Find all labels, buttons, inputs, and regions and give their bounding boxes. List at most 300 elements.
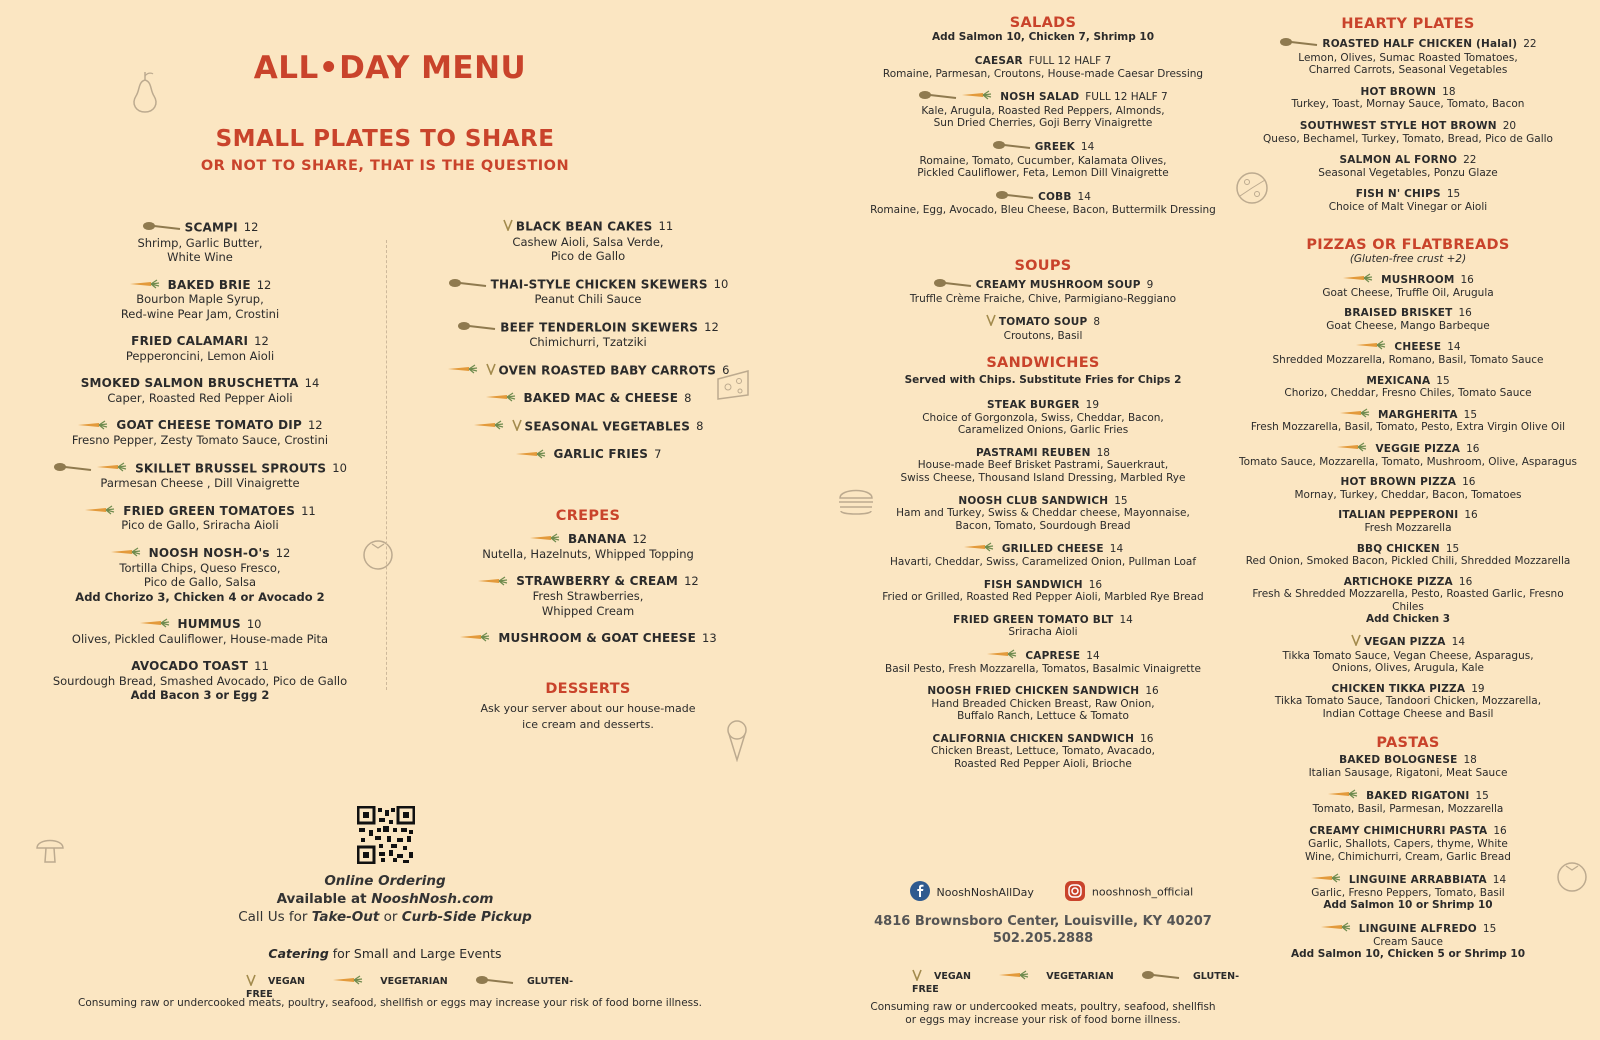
- menu-item: [860, 277, 1226, 305]
- menu-item-name: STEAK BURGER: [986, 399, 1080, 411]
- website-link[interactable]: NooshNosh.com: [371, 891, 494, 907]
- menu-item-description: Sourdough Bread, Smashed Avocado, Pico de Gallo: [52, 673, 348, 688]
- menu-item-header: [860, 55, 1226, 68]
- menu-item-price: 16: [1462, 476, 1476, 489]
- facebook-icon[interactable]: [910, 881, 930, 904]
- menu-item: [860, 89, 1226, 130]
- menu-item: [428, 532, 748, 561]
- menu-item: [20, 504, 380, 533]
- menu-item-description: Fresno Pepper, Zesty Tomato Sauce, Crostini: [71, 433, 329, 447]
- menu-item-price: 10: [246, 617, 262, 631]
- menu-item-description: Bacon, Tomato, Sourdough Bread: [955, 519, 1131, 532]
- menu-item-header: [1238, 754, 1578, 767]
- menu-item-description: Bourbon Maple Syrup,: [136, 292, 264, 307]
- menu-item-description: Havarti, Cheddar, Swiss, Caramelized Onion, Pullman Loaf: [889, 555, 1197, 568]
- menu-item-price: 15: [1475, 789, 1489, 802]
- menu-item: [1238, 340, 1578, 366]
- menu-item-name: CALIFORNIA CHICKEN SANDWICH: [932, 732, 1135, 745]
- menu-item-header: [1238, 576, 1578, 589]
- menu-item: [860, 649, 1226, 675]
- menu-item-description: Fried or Grilled, Roasted Red Pepper Aioli, Marbled Rye Bread: [882, 591, 1204, 604]
- menu-item-description: Fresh & Shredded Mozzarella, Pesto, Roasted Garlic, Fresno Chiles: [1252, 588, 1564, 613]
- disclaimer-right: [860, 1001, 1226, 1027]
- menu-item-price: 13: [702, 631, 717, 645]
- menu-item-addon: Add Salmon 10, Chicken 5 or Shrimp 10: [1290, 948, 1526, 961]
- menu-item: [20, 220, 380, 265]
- menu-item-price: 16: [1145, 685, 1159, 698]
- menu-item-description: Roasted Red Pepper Aioli, Brioche: [954, 758, 1132, 771]
- menu-item-name: HUMMUS: [177, 617, 241, 631]
- mushroom-doodle-icon: [34, 832, 66, 866]
- menu-item-header: [428, 574, 748, 589]
- menu-item-header: [860, 89, 1226, 105]
- gluten-free-spoon-icon: [995, 189, 1035, 205]
- menu-item-price: 15: [1114, 494, 1128, 507]
- gluten-free-spoon-icon: [1279, 36, 1319, 52]
- menu-item-description: Hand Breaded Chicken Breast, Raw Onion,: [931, 697, 1155, 710]
- menu-item-header: [860, 447, 1226, 460]
- menu-item: [20, 617, 380, 646]
- legend-gluten-free: GLUTEN-FREE: [246, 976, 574, 1000]
- legend-vegan: VEGAN: [268, 976, 305, 987]
- vegan-v-icon: [1351, 634, 1361, 650]
- menu-item: [20, 546, 380, 604]
- menu-item-name: CHEESE: [1394, 341, 1442, 354]
- menu-item-name: BLACK BEAN CAKES: [515, 219, 653, 234]
- online-ordering-label: Online Ordering: [324, 873, 446, 889]
- menu-item-header: [860, 314, 1226, 330]
- menu-item-header: [20, 418, 380, 433]
- menu-item-price: 20: [1502, 119, 1517, 132]
- menu-item-header: [1238, 340, 1578, 354]
- menu-item: [428, 419, 748, 435]
- vegetarian-carrot-icon: [1336, 442, 1372, 456]
- menu-item: [1238, 86, 1578, 111]
- ordering-info: [190, 872, 580, 926]
- menu-item-header: [1238, 154, 1578, 167]
- vegan-v-icon: [512, 419, 522, 435]
- gluten-free-spoon-icon: [448, 277, 488, 293]
- menu-item-name: FRIED GREEN TOMATO BLT: [953, 613, 1114, 626]
- hearty-list: [1238, 36, 1578, 223]
- menu-item-description: Garlic, Fresno Peppers, Tomato, Basil: [1311, 886, 1505, 899]
- menu-item-addon: Add Salmon 10 or Shrimp 10: [1323, 899, 1493, 912]
- menu-item-header: [1238, 307, 1578, 320]
- menu-item-description: Croutons, Basil: [1003, 329, 1083, 342]
- instagram-icon[interactable]: [1065, 881, 1085, 904]
- menu-item-header: [20, 334, 380, 349]
- menu-item-description: Cashew Aioli, Salsa Verde,: [512, 234, 664, 249]
- menu-item-price: 11: [658, 219, 674, 234]
- legend-vegan-right: VEGAN: [934, 971, 971, 982]
- menu-item-header: [1238, 442, 1578, 456]
- menu-item-description: Onions, Olives, Arugula, Kale: [1332, 662, 1484, 675]
- curbside-label: Curb-Side Pickup: [401, 909, 532, 925]
- menu-item-price: 15: [1482, 922, 1497, 935]
- menu-item-name: CAESAR: [974, 55, 1023, 67]
- gluten-free-spoon-icon: [933, 277, 973, 293]
- menu-item-name: ROASTED HALF CHICKEN (Halal): [1322, 37, 1518, 50]
- vegetarian-carrot-icon: [1339, 408, 1375, 422]
- menu-item: [1238, 543, 1578, 568]
- menu-item-header: [1238, 922, 1578, 936]
- menu-item: [1238, 408, 1578, 434]
- sandwiches-sub: Served with Chips. Substitute Fries for Chips 2: [904, 374, 1182, 386]
- menu-item-name: VEGAN PIZZA: [1363, 635, 1446, 648]
- vegetarian-carrot-icon: [139, 617, 175, 632]
- menu-item: [1238, 273, 1578, 299]
- menu-item-price: 14: [1086, 649, 1100, 662]
- menu-item-name: MARGHERITA: [1377, 408, 1458, 421]
- menu-item-name: NOOSH FRIED CHICKEN SANDWICH: [927, 685, 1140, 698]
- menu-item-name: SKILLET BRUSSEL SPROUTS: [135, 460, 327, 475]
- menu-item-name: BAKED BRIE: [167, 277, 251, 292]
- menu-item-description: Sun Dried Cherries, Goji Berry Vinaigrette: [933, 117, 1153, 130]
- menu-item-description: Romaine, Egg, Avocado, Bleu Cheese, Bacon, Buttermilk Dressing: [870, 204, 1216, 217]
- gluten-free-spoon-icon: [1141, 969, 1181, 984]
- vegan-v-icon: [246, 974, 256, 989]
- small-plates-subtitle: OR NOT TO SHARE, THAT IS THE QUESTION: [200, 158, 570, 174]
- menu-item-header: [1238, 408, 1578, 422]
- menu-item-description: Red-wine Pear Jam, Crostini: [120, 306, 280, 321]
- menu-item-header: [428, 391, 748, 406]
- catering-line: [190, 946, 580, 961]
- menu-item-name: SMOKED SALMON BRUSCHETTA: [80, 376, 299, 391]
- menu-item-price: 14: [1447, 341, 1461, 354]
- menu-item-description: Whipped Cream: [541, 603, 635, 618]
- menu-item: [1238, 789, 1578, 815]
- menu-item-price: 14: [1119, 613, 1133, 626]
- sandwiches-list: [860, 399, 1226, 781]
- menu-item: [20, 334, 380, 363]
- vegetarian-carrot-icon: [529, 532, 565, 547]
- menu-item-name: BAKED BOLOGNESE: [1339, 754, 1458, 766]
- vegetarian-carrot-icon: [477, 575, 513, 590]
- menu-item: [860, 399, 1226, 437]
- social-links: [910, 881, 1210, 904]
- menu-item-header: [20, 617, 380, 632]
- menu-item-description: Fresh Mozzarella: [1364, 521, 1452, 534]
- menu-item-name: BAKED RIGATONI: [1366, 789, 1470, 802]
- menu-item-description: Caramelized Onions, Garlic Fries: [957, 424, 1129, 437]
- menu-item-price: 14: [1492, 873, 1507, 886]
- page-title: ALL•DAY MENU: [253, 50, 527, 86]
- vegetarian-carrot-icon: [332, 975, 368, 988]
- menu-item-price: 22: [1463, 154, 1477, 167]
- menu-item-price: 14: [1109, 543, 1124, 556]
- menu-item-price: 12: [243, 220, 259, 235]
- call-line: [190, 908, 580, 926]
- menu-item-name: CREAMY CHIMICHURRI PASTA: [1309, 825, 1488, 838]
- menu-item-description: Tikka Tomato Sauce, Tandoori Chicken, Mozzarella,: [1274, 695, 1542, 708]
- menu-item-name: OVEN ROASTED BABY CARROTS: [498, 362, 717, 377]
- pastas-title: PASTAS: [1376, 735, 1440, 751]
- gluten-free-spoon-icon: [142, 220, 182, 236]
- gluten-free-spoon-icon: [992, 139, 1032, 155]
- menu-item-header: [1238, 36, 1578, 52]
- legend-vegetarian-right: VEGETARIAN: [1046, 971, 1114, 982]
- menu-item-price: 8: [684, 391, 692, 405]
- menu-item: [1238, 825, 1578, 863]
- menu-item-price: 14: [1451, 635, 1466, 648]
- menu-item-price: 18: [1463, 754, 1477, 766]
- menu-item-description: Chorizo, Cheddar, Fresno Chiles, Tomato Sauce: [1284, 387, 1532, 400]
- menu-item-addon: Add Chicken 3: [1365, 613, 1451, 626]
- menu-item: [1238, 375, 1578, 400]
- instagram-handle[interactable]: nooshnosh_official: [1091, 885, 1194, 899]
- available-prefix: Available at: [276, 891, 372, 907]
- menu-item-header: [860, 579, 1226, 592]
- menu-item-header: [1238, 86, 1578, 99]
- facebook-handle[interactable]: NooshNoshAllDay: [936, 885, 1034, 899]
- menu-item-name: BAKED MAC & CHEESE: [523, 391, 679, 405]
- menu-item-price: 12: [704, 319, 719, 334]
- menu-item-description: White Wine: [167, 250, 233, 264]
- menu-item-name: HOT BROWN: [1360, 85, 1437, 98]
- menu-item-description: Red Onion, Smoked Bacon, Pickled Chili, Shredded Mozzarella: [1245, 555, 1571, 568]
- salads-list: [860, 55, 1226, 226]
- menu-item-description: Olives, Pickled Cauliflower, House-made Pita: [71, 631, 329, 646]
- menu-item-header: [20, 461, 380, 477]
- menu-item-name: FRIED CALAMARI: [131, 334, 249, 349]
- menu-item-description: Italian Sausage, Rigatoni, Meat Sauce: [1308, 766, 1508, 779]
- menu-item-price: 16: [1458, 575, 1473, 588]
- menu-item: [20, 278, 380, 322]
- desserts-description: [428, 701, 748, 733]
- menu-item-description: Lemon, Olives, Sumac Roasted Tomatoes,: [1298, 51, 1518, 64]
- menu-item-name: LINGUINE ARRABBIATA: [1348, 873, 1487, 886]
- menu-item-description: Pickled Cauliflower, Feta, Lemon Dill Vinaigrette: [917, 167, 1169, 180]
- menu-item-description: Goat Cheese, Truffle Oil, Arugula: [1322, 286, 1494, 299]
- menu-item-description: Chimichurri, Tzatziki: [529, 335, 647, 349]
- desserts-desc-line: Ask your server about our house-made: [480, 702, 696, 715]
- menu-item-name: BRAISED BRISKET: [1344, 307, 1453, 320]
- menu-item-description: Tortilla Chips, Queso Fresco,: [119, 560, 281, 575]
- menu-item-price: FULL 12 HALF 7: [1028, 55, 1112, 67]
- menu-item-price: 8: [696, 419, 704, 433]
- menu-item-description: Peanut Chili Sauce: [534, 292, 642, 306]
- menu-item-header: [1238, 683, 1578, 696]
- menu-item-header: [20, 659, 380, 674]
- menu-item: [1238, 634, 1578, 675]
- menu-item-price: 10: [713, 276, 729, 291]
- menu-item-header: [860, 685, 1226, 698]
- menu-item-header: [428, 447, 748, 462]
- menu-item-price: 12: [684, 574, 699, 589]
- menu-item-price: 14: [1077, 190, 1091, 203]
- menu-item-description: Basil Pesto, Fresh Mozzarella, Tomatos, Basalmic Vinaigrette: [885, 662, 1201, 675]
- menu-item-description: Charred Carrots, Seasonal Vegetables: [1308, 64, 1508, 77]
- menu-item-price: 19: [1471, 682, 1485, 695]
- small-plates-right-list: [428, 219, 748, 475]
- menu-item-name: SALMON AL FORNO: [1339, 154, 1458, 167]
- salads-sub: Add Salmon 10, Chicken 7, Shrimp 10: [931, 31, 1155, 43]
- menu-item-price: 15: [1436, 374, 1450, 387]
- vegetarian-carrot-icon: [459, 631, 495, 646]
- legend-vegetarian: VEGETARIAN: [380, 976, 448, 987]
- menu-item-header: [1238, 375, 1578, 388]
- menu-item-name: STRAWBERRY & CREAM: [516, 574, 679, 589]
- menu-item-header: [20, 278, 380, 293]
- menu-item-description: Truffle Crème Fraiche, Chive, Parmigiano-Reggiano: [909, 292, 1177, 305]
- menu-item: [1238, 188, 1578, 213]
- menu-item-header: [428, 419, 748, 435]
- menu-item: [1238, 754, 1578, 779]
- menu-item-header: [428, 532, 748, 547]
- menu-item-name: BANANA: [568, 532, 627, 546]
- menu-item-description: Parmesan Cheese , Dill Vinaigrette: [100, 476, 300, 490]
- vegetarian-carrot-icon: [1320, 922, 1356, 936]
- menu-item-header: [1238, 120, 1578, 133]
- takeout-label: Take-Out: [311, 909, 380, 925]
- menu-item-name: TOMATO SOUP: [998, 315, 1088, 328]
- menu-item-price: 16: [1140, 732, 1154, 745]
- menu-item-name: LINGUINE ALFREDO: [1358, 922, 1477, 935]
- vegan-v-icon: [912, 969, 922, 984]
- crepes-title: CREPES: [555, 508, 621, 524]
- desserts-title: DESSERTS: [545, 681, 631, 697]
- menu-item-name: FISH N' CHIPS: [1355, 188, 1441, 201]
- menu-item-name: MUSHROOM: [1381, 273, 1455, 286]
- menu-item: [860, 614, 1226, 639]
- pizzas-list: [1238, 273, 1578, 729]
- menu-item-price: 15: [1445, 542, 1460, 555]
- menu-item: [1238, 576, 1578, 626]
- menu-item-price: 15: [1463, 408, 1478, 421]
- qr-code[interactable]: [357, 806, 415, 864]
- menu-item: [860, 55, 1226, 80]
- soups-title: SOUPS: [1014, 258, 1072, 274]
- menu-item-price: 12: [254, 334, 269, 349]
- available-line: [190, 890, 580, 908]
- pear-doodle-icon: [128, 68, 162, 114]
- menu-item-description: Tikka Tomato Sauce, Vegan Cheese, Asparagus,: [1282, 649, 1534, 662]
- menu-item-description: Shredded Mozzarella, Romano, Basil, Tomato Sauce: [1272, 353, 1544, 366]
- menu-item: [860, 495, 1226, 533]
- menu-item-header: [428, 631, 748, 646]
- menu-item: [1238, 307, 1578, 332]
- menu-item-description: Kale, Arugula, Roasted Red Peppers, Almonds,: [921, 104, 1165, 117]
- menu-item-description: Indian Cottage Cheese and Basil: [1322, 708, 1494, 721]
- menu-item-description: Sriracha Aioli: [1008, 626, 1078, 639]
- menu-item: [428, 574, 748, 618]
- menu-item-price: 10: [332, 460, 347, 475]
- menu-item-name: GOAT CHEESE TOMATO DIP: [116, 418, 302, 433]
- menu-item-price: 16: [1458, 307, 1472, 320]
- menu-item-header: [20, 376, 380, 391]
- menu-item-header: [860, 189, 1226, 205]
- menu-item: [428, 277, 748, 307]
- gluten-free-spoon-icon: [475, 974, 515, 989]
- menu-item-price: 16: [1466, 442, 1480, 455]
- menu-item-header: [428, 363, 748, 379]
- menu-item: [1238, 154, 1578, 179]
- menu-item-description: Pico de Gallo, Sriracha Aioli: [121, 518, 279, 533]
- menu-item-description: Fresh Strawberries,: [532, 589, 644, 603]
- menu-item-header: [860, 399, 1226, 412]
- menu-item-price: 14: [1080, 140, 1095, 153]
- menu-item-description: Seasonal Vegetables, Ponzu Glaze: [1318, 166, 1498, 179]
- menu-item-description: Mornay, Turkey, Cheddar, Bacon, Tomatoes: [1294, 488, 1522, 501]
- vegetarian-carrot-icon: [485, 391, 521, 406]
- menu-item-description: Shrimp, Garlic Butter,: [137, 235, 263, 250]
- vegetarian-carrot-icon: [1310, 873, 1346, 887]
- vegetarian-carrot-icon: [963, 542, 999, 556]
- menu-item-addon: Add Bacon 3 or Egg 2: [130, 688, 270, 703]
- vegetarian-carrot-icon: [77, 419, 113, 434]
- menu-item: [428, 219, 748, 264]
- menu-item-header: [1238, 476, 1578, 489]
- menu-item: [1238, 36, 1578, 77]
- vegetarian-carrot-icon: [84, 504, 120, 519]
- menu-item-header: [1238, 509, 1578, 522]
- vegetarian-carrot-icon: [986, 649, 1022, 663]
- gluten-free-spoon-icon: [53, 461, 93, 477]
- menu-item-name: FISH SANDWICH: [983, 578, 1083, 591]
- menu-item: [428, 320, 748, 350]
- phone-number[interactable]: 502.205.2888: [992, 931, 1094, 946]
- menu-item: [1238, 476, 1578, 501]
- vegetarian-carrot-icon: [961, 90, 997, 104]
- vegetarian-carrot-icon: [1327, 789, 1363, 803]
- menu-item-name: VEGGIE PIZZA: [1375, 442, 1461, 455]
- menu-item-name: GARLIC FRIES: [553, 447, 649, 462]
- menu-item-name: MUSHROOM & GOAT CHEESE: [498, 631, 697, 645]
- menu-item-description: Turkey, Toast, Mornay Sauce, Tomato, Bacon: [1291, 98, 1525, 111]
- menu-item-description: Cream Sauce: [1373, 935, 1443, 948]
- menu-item-description: Queso, Bechamel, Turkey, Tomato, Bread, Pico de Gallo: [1263, 132, 1553, 145]
- menu-item-name: HOT BROWN PIZZA: [1340, 476, 1457, 489]
- small-plates-left-list: [20, 220, 380, 716]
- menu-item-name: CREAMY MUSHROOM SOUP: [975, 278, 1141, 291]
- menu-item-name: COBB: [1038, 190, 1072, 203]
- menu-item-header: [860, 733, 1226, 746]
- menu-item-description: Swiss Cheese, Thousand Island Dressing, Marbled Rye: [900, 471, 1186, 484]
- menu-item-price: 11: [301, 503, 316, 518]
- vegetarian-carrot-icon: [473, 419, 509, 434]
- call-prefix: Call Us for: [238, 909, 312, 925]
- menu-item-price: 16: [1460, 273, 1474, 286]
- menu-item-name: GRILLED CHEESE: [1001, 543, 1104, 556]
- pizzas-title: PIZZAS OR FLATBREADS: [1306, 237, 1510, 253]
- menu-item-header: [1238, 873, 1578, 887]
- vegetarian-carrot-icon: [447, 363, 483, 378]
- menu-item-name: SEASONAL VEGETABLES: [524, 419, 691, 433]
- menu-item-description: Ham and Turkey, Swiss & Cheddar cheese, Mayonnaise,: [896, 507, 1190, 520]
- menu-item: [428, 363, 748, 379]
- sandwiches-title: SANDWICHES: [986, 355, 1100, 371]
- menu-item: [860, 189, 1226, 217]
- menu-item-name: GREEK: [1034, 140, 1075, 153]
- menu-item-description: Goat Cheese, Mango Barbeque: [1326, 319, 1490, 332]
- menu-item-name: CAPRESE: [1025, 649, 1081, 662]
- menu-item-description: Romaine, Parmesan, Croutons, House-made Caesar Dressing: [882, 67, 1204, 80]
- menu-item-description: Tomato Sauce, Mozzarella, Tomato, Mushroom, Olive, Asparagus: [1238, 455, 1578, 468]
- menu-item-price: 19: [1085, 399, 1100, 411]
- soups-list: [860, 277, 1226, 351]
- menu-item-price: 22: [1523, 37, 1537, 50]
- menu-item: [1238, 509, 1578, 534]
- menu-item: [860, 314, 1226, 342]
- salads-title: SALADS: [1009, 15, 1077, 31]
- vegetarian-carrot-icon: [1355, 340, 1391, 354]
- address: 4816 Brownsboro Center, Louisville, KY 40207: [874, 914, 1212, 929]
- menu-item: [860, 579, 1226, 604]
- menu-item-name: CHICKEN TIKKA PIZZA: [1331, 682, 1466, 695]
- menu-item-price: 7: [654, 447, 662, 462]
- menu-item: [860, 685, 1226, 723]
- menu-item-price: 12: [256, 277, 272, 292]
